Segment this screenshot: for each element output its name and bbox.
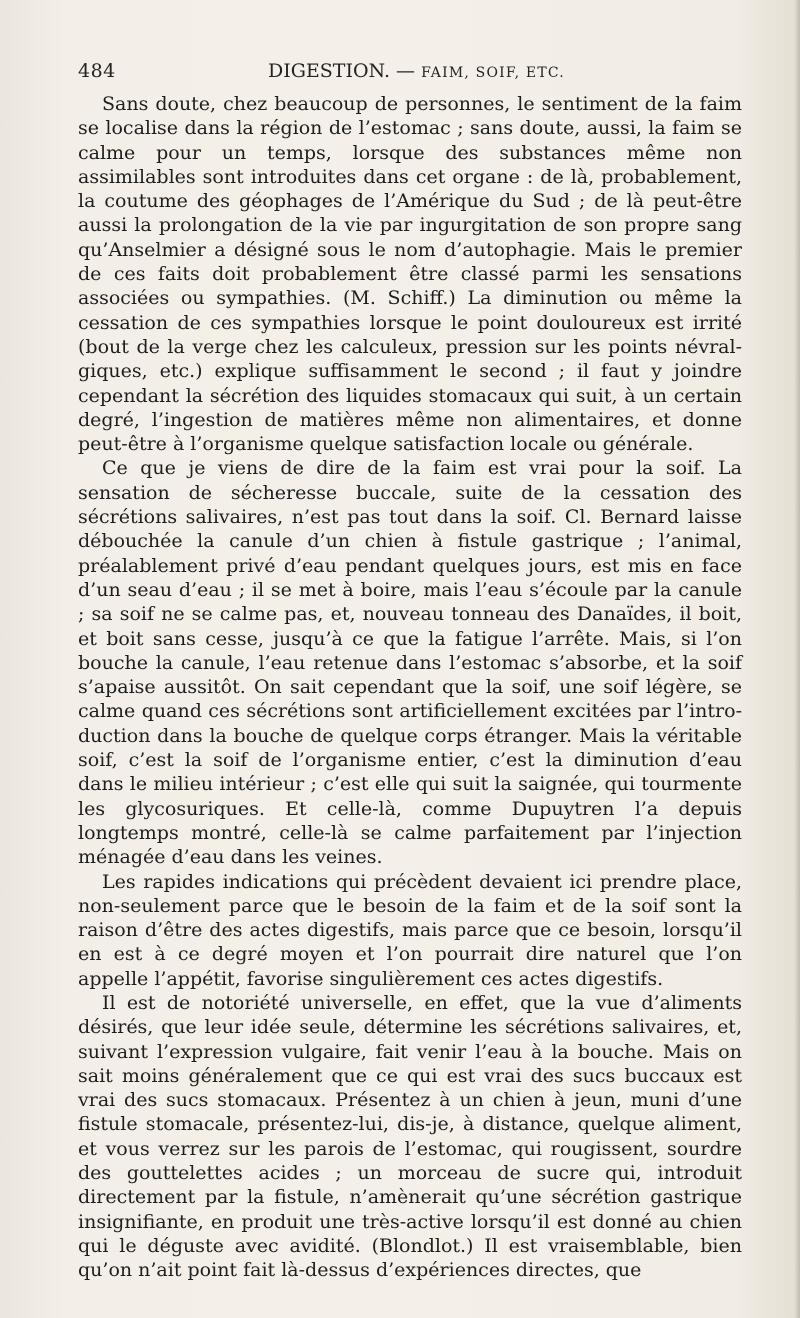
- paragraph-2: Ce que je viens de dire de la faim est vrai pour la soif. La sensation de sécheresse buccale, suite de la cessation des sécrétions salivaires, n’est pas tout dans la soif. Cl. Bernard laisse débouchée la canule d’un chien à fistule gastrique ; l’animal, préalablement privé d’eau pendant quelques jours, est mis en face d’un seau d’eau ; il se met à boire, mais l’eau s’écoule par la canule ; sa soif ne se calme pas, et, nouveau tonneau des Danaïdes, il boit, et boit sans cesse, jusqu’à ce que la fatigue l’arrête. Mais, si l’on bouche la canule, l’eau retenue dans l’estomac s’absorbe, et la soif s’apaise aussitôt. On sait cependant que la soif, une soif légère, se calme quand ces sécrétions sont artificiellement excitées par l’introduction dans la bouche de quelque corps étranger. Mais la véritable soif, c’est la soif de l’organisme entier, c’est la diminution d’eau dans le milieu intérieur ; c’est elle qui suit la saignée, qui tourmente les glycosuriques. Et celle-là, comme Dupuytren l’a depuis longtemps montré, celle-là se calme parfaitement par l’injection ménagée d’eau dans les veines.: [78, 457, 742, 869]
- running-title: DIGESTION. —: [268, 60, 422, 82]
- body-text: [78, 92, 742, 1283]
- page-number: 484: [78, 60, 116, 82]
- running-head: [268, 60, 565, 82]
- running-subtitle: FAIM, SOIF, ETC.: [421, 65, 565, 81]
- paragraph-3: Les rapides indications qui précèdent devaient ici prendre place, non-seulement parce que le besoin de la faim et de la soif sont la raison d’être des actes digestifs, mais parce que ce besoin, lorsqu’il en est à ce degré moyen et l’on pourrait dire naturel que l’on appelle l’appétit, favorise singulièrement ces actes digestifs.: [78, 870, 742, 990]
- paragraph-1: Sans doute, chez beaucoup de personnes, le sentiment de la faim se localise dans la région de l’estomac ; sans doute, aussi, la faim se calme pour un temps, lorsque des substances même non assimilables sont introduites dans cet organe : de là, probablement, la coutume des géophages de l’Amérique du Sud ; de là peut-être aussi la prolongation de la vie par ingurgitation de son propre sang qu’Anselmier a désigné sous le nom d’autophagie. Mais le premier de ces faits doit probablement être classé parmi les sensations associées ou sympathies. (M. Schiff.) La diminution ou même la cessation de ces sympathies lorsque le point douloureux est irrité (bout de la verge chez les calculeux, pression sur les points névralgiques, etc.) explique suffisamment le second ; il faut y joindre cependant la sécrétion des liquides stomacaux qui suit, à un certain degré, l’ingestion de matières même non alimentaires, et donne peut-être à l’organisme quelque satisfaction locale ou générale.: [78, 93, 742, 456]
- page-header: [78, 60, 742, 90]
- scan-edge-shadow: [794, 0, 800, 1318]
- paragraph-4: Il est de notoriété universelle, en effet, que la vue d’aliments désirés, que leur idée seule, détermine les sécrétions salivaires, et, suivant l’expression vulgaire, fait venir l’eau à la bouche. Mais on sait moins généralement que ce qui est vrai des sucs buccaux est vrai des sucs stomacaux. Présentez à un chien à jeun, muni d’une fistule stomacale, présentez-lui, dis-je, à distance, quelque aliment, et vous verrez sur les parois de l’estomac, qui rougissent, sourdre des gouttelettes acides ; un morceau de sucre qui, introduit directement par la fistule, n’amènerait qu’une sécrétion gastrique insignifiante, en produit une très-active lorsqu’il est donné au chien qui le déguste avec avidité. (Blondlot.) Il est vraisemblable, bien qu’on n’ait point fait là-dessus d’expériences directes, que: [78, 991, 742, 1282]
